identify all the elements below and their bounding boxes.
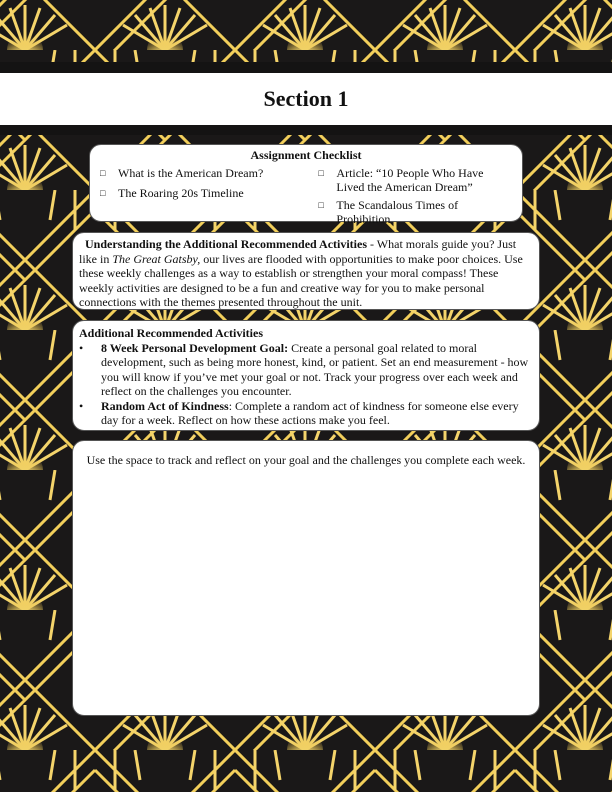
- assignment-checklist: [89, 144, 523, 226]
- checklist-heading: Assignment Checklist: [250, 148, 362, 162]
- reflection-area[interactable]: [72, 440, 540, 716]
- understanding-text: Understanding the Additional Recommended Activities - What morals guide you? Just like in The Great Gatsby, our lives are flooded with opportunities to make poor choices. Use these weekly challenges as a way to establish or strengthen your moral compass! These weekly activities are designed to be a fun and creative way for you to make personal connections with the themes presented throughout the unit.: [79, 237, 523, 309]
- checkbox-icon[interactable]: □: [100, 188, 106, 198]
- bullet: •: [79, 398, 84, 413]
- checkbox-icon[interactable]: □: [318, 167, 324, 178]
- checklist-item[interactable]: □ Article: “10 People Who Have Lived the American Dream”: [318, 165, 484, 194]
- checklist-item[interactable]: □ What is the American Dream?: [100, 165, 264, 180]
- activity-item: • 8 Week Personal Development Goal: Create a personal goal related to moral development, such as being more honest, kind, or patient. Set an end measurement - how you will know if you’ve met your goal or not. Track your progress over each week and reflect on the challenges you encounter.: [79, 340, 529, 398]
- understanding-box: [72, 232, 540, 310]
- checklist-item[interactable]: □ The Scandalous Times of Prohibition: [318, 197, 459, 226]
- checklist-item[interactable]: □ The Roaring 20s Timeline: [100, 186, 244, 200]
- checkbox-icon[interactable]: □: [318, 199, 324, 210]
- header-border-bottom: [0, 125, 612, 135]
- bullet: •: [79, 340, 84, 355]
- section-header: [0, 73, 612, 125]
- checkbox-icon[interactable]: □: [100, 167, 106, 178]
- section-title: Section 1: [263, 86, 349, 111]
- reflection-prompt: Use the space to track and reflect on your goal and the challenges you complete each week.: [86, 453, 526, 467]
- activity-item: • Random Act of Kindness: Complete a random act of kindness for someone else every day for a week. Reflect on how these actions make you feel.: [79, 398, 519, 427]
- activities-box: [72, 320, 540, 431]
- header-border-top: [0, 62, 612, 73]
- activities-heading: Additional Recommended Activities: [79, 326, 263, 340]
